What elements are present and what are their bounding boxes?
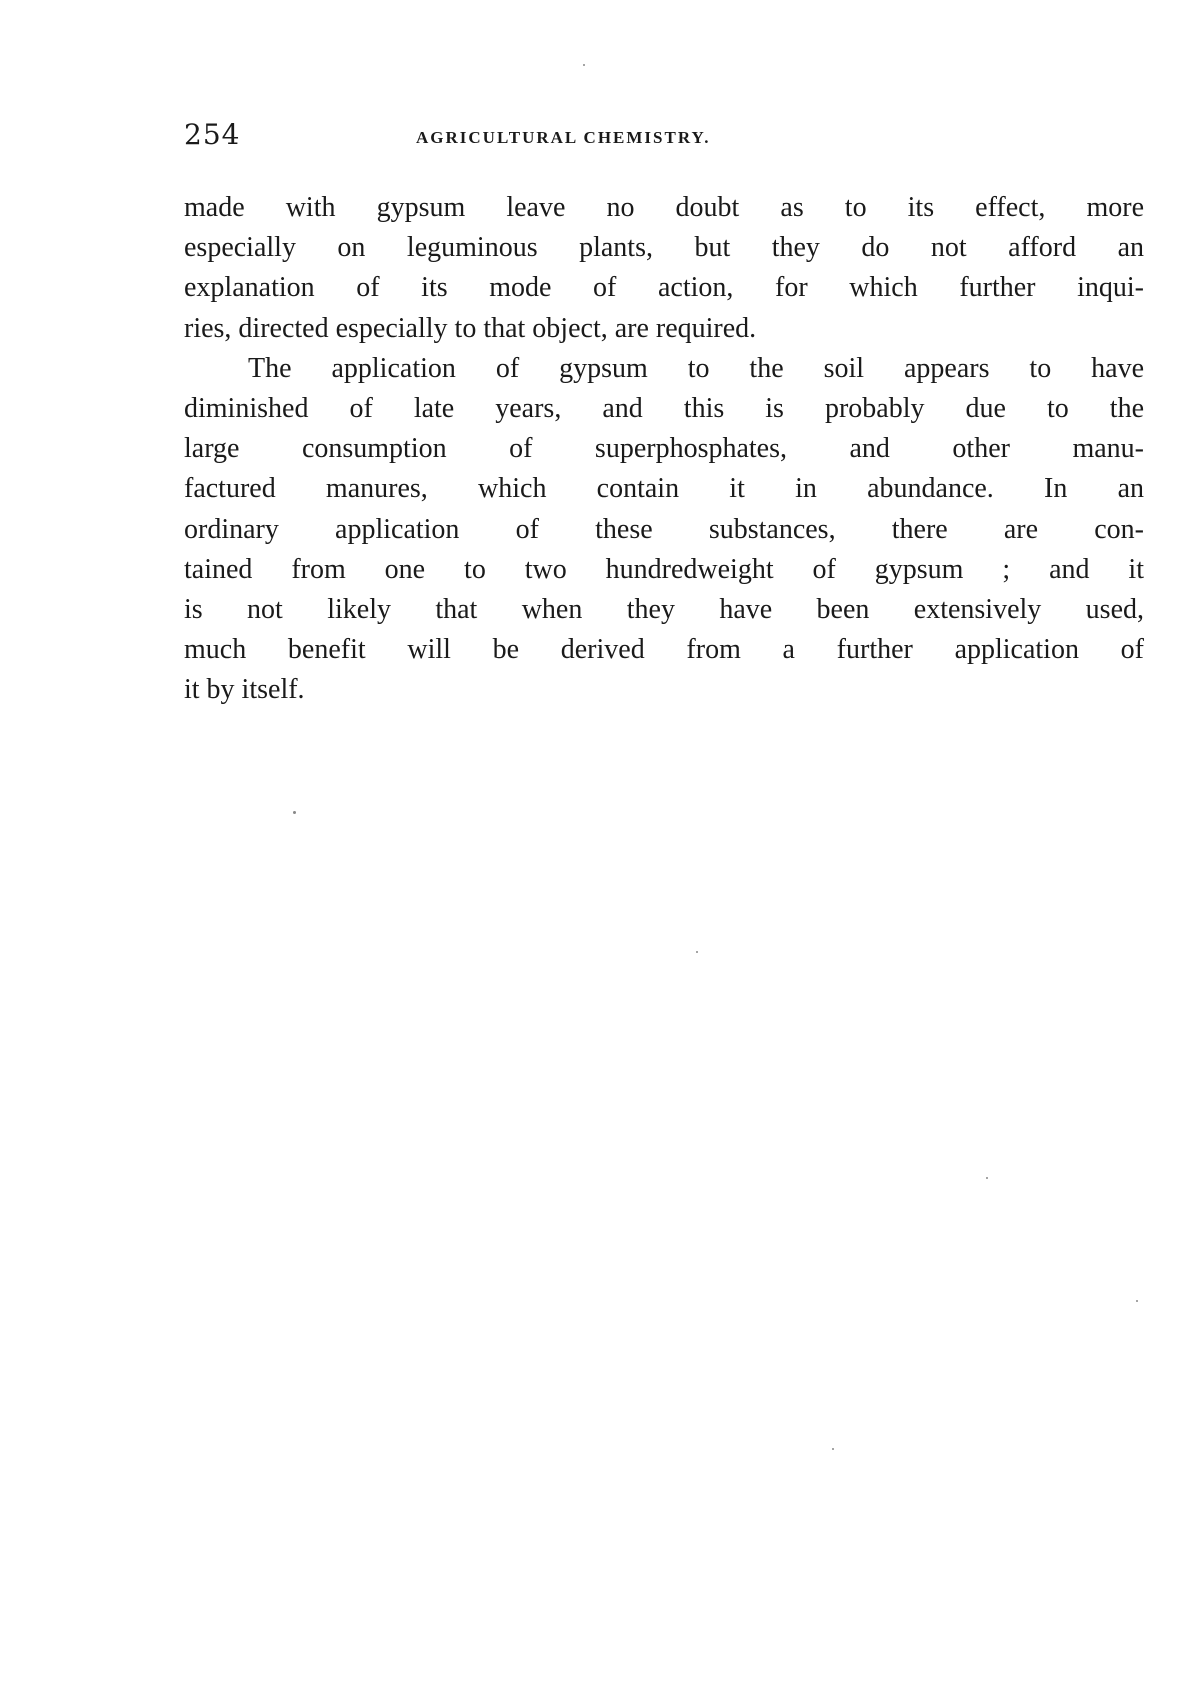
text-line: large consumption of superphosphates, and other manu- [184,433,1144,465]
paragraph-2 [184,349,1144,711]
text-line: ordinary application of these substances, there are con- [184,513,1144,545]
scan-speck [583,64,585,66]
text-line: factured manures, which contain it in abundance. In an [184,473,1144,505]
scan-speck [696,951,698,953]
text-line: is not likely that when they have been extensively used, [184,594,1144,626]
text-line: The application of gypsum to the soil appears to have [248,352,1144,384]
paragraph-1 [184,188,1144,349]
text-line: diminished of late years, and this is probably due to the [184,393,1144,425]
text-line: made with gypsum leave no doubt as to its effect, more [184,192,1144,223]
page-number: 254 [184,118,241,151]
body-text [184,188,1144,711]
text-line: much benefit will be derived from a further application of [184,634,1144,666]
text-line: explanation of its mode of action, for which further inqui- [184,272,1144,304]
text-line: ries, directed especially to that object, are required. [184,312,757,344]
text-line: it by itself. [184,674,305,706]
text-line: especially on leguminous plants, but they do not afford an [184,232,1144,264]
scan-speck [986,1177,988,1179]
running-head [184,118,1144,158]
scan-speck [293,811,296,814]
text-line: tained from one to two hundredweight of gypsum ; and it [184,553,1144,585]
scan-speck [1136,1300,1138,1302]
scan-speck [832,1448,834,1450]
running-title: AGRICULTURAL CHEMISTRY. [416,128,711,147]
